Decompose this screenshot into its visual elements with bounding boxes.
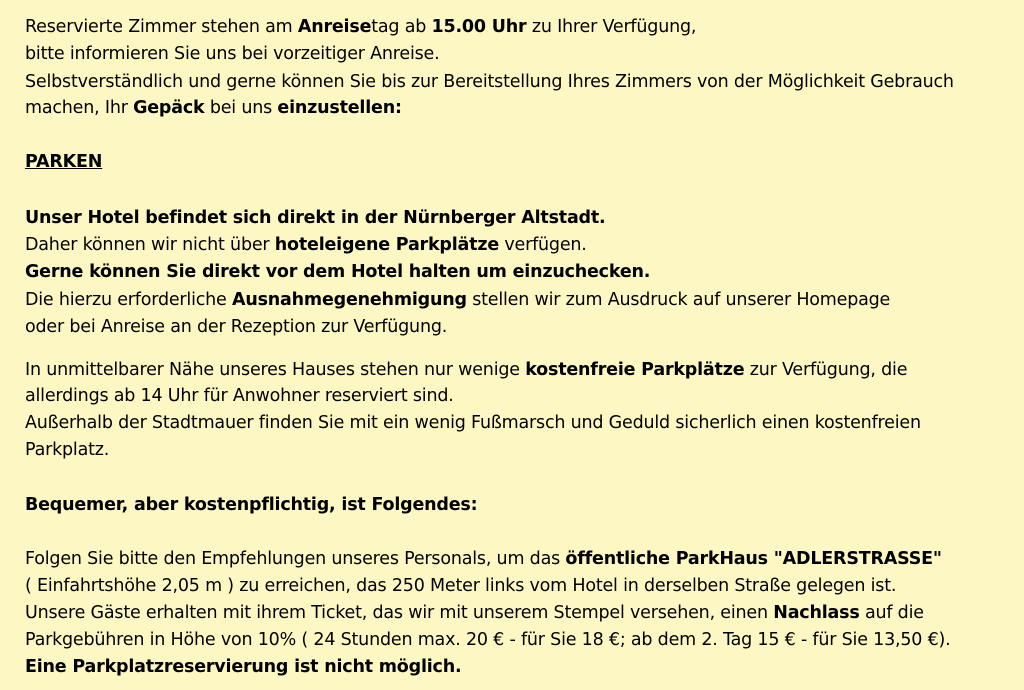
parken-line-5: oder bei Anreise an der Rezeption zur Verfügung. bbox=[25, 317, 448, 337]
text: auf die bbox=[859, 603, 924, 623]
text: Die hierzu erforderliche bbox=[25, 290, 232, 310]
bold-kostenfreie: kostenfreie Parkplätze bbox=[525, 360, 745, 380]
text: Unsere Gäste erhalten mit ihrem Ticket, das wir mit unserem Stempel versehen, einen bbox=[25, 603, 774, 623]
bold-parkhaus: öffentliche ParkHaus "ADLERSTRASSE" bbox=[565, 549, 942, 569]
section-heading-bequemer: Bequemer, aber kostenpflichtig, ist Folgendes: bbox=[25, 495, 478, 515]
parkhaus-line-4: Parkgebühren in Höhe von 10% ( 24 Stunden max. 20 € - für Sie 18 €; ab dem 2. Tag 15 € - für Sie 13,50 €). bbox=[25, 630, 951, 650]
text: tag ab bbox=[371, 17, 432, 37]
naehe-line-3: Außerhalb der Stadtmauer finden Sie mit ein wenig Fußmarsch und Geduld sicherlich einen kostenfreien bbox=[25, 413, 921, 433]
parken-line-3: Gerne können Sie direkt vor dem Hotel halten um einzuchecken. bbox=[25, 262, 651, 282]
text: zu Ihrer Verfügung, bbox=[526, 17, 697, 37]
bold-time: 15.00 Uhr bbox=[431, 17, 527, 37]
intro-line-2: bitte informieren Sie uns bei vorzeitiger Anreise. bbox=[25, 44, 440, 64]
parkhaus-line-1 bbox=[25, 548, 942, 570]
text: Reservierte Zimmer stehen am bbox=[25, 17, 298, 37]
text: bei uns bbox=[204, 98, 278, 118]
text: Folgen Sie bitte den Empfehlungen unseres Personals, um das bbox=[25, 549, 566, 569]
bold-einzustellen: einzustellen: bbox=[277, 98, 402, 118]
naehe-line-1 bbox=[25, 359, 907, 381]
bold-ausnahmegenehmigung: Ausnahmegenehmigung bbox=[231, 290, 467, 310]
parken-line-4 bbox=[25, 289, 890, 311]
text: In unmittelbarer Nähe unseres Hauses stehen nur wenige bbox=[25, 360, 526, 380]
naehe-line-2: allerdings ab 14 Uhr für Anwohner reserviert sind. bbox=[25, 386, 454, 406]
parkhaus-line-5: Eine Parkplatzreservierung ist nicht möglich. bbox=[25, 657, 462, 677]
parkhaus-line-2: ( Einfahrtshöhe 2,05 m ) zu erreichen, das 250 Meter links vom Hotel in derselben Straße gelegen ist. bbox=[25, 576, 897, 596]
parken-line-1: Unser Hotel befindet sich direkt in der Nürnberger Altstadt. bbox=[25, 208, 606, 228]
text: verfügen. bbox=[498, 235, 587, 255]
bold-parkplaetze: hoteleigene Parkplätze bbox=[274, 235, 499, 255]
parken-line-2 bbox=[25, 234, 587, 256]
text: zur Verfügung, die bbox=[744, 360, 908, 380]
text: machen, Ihr bbox=[25, 98, 134, 118]
section-heading-parken: PARKEN bbox=[25, 152, 103, 172]
parkhaus-line-3 bbox=[25, 602, 924, 624]
naehe-line-4: Parkplatz. bbox=[25, 440, 110, 460]
bold-gepaeck: Gepäck bbox=[133, 98, 205, 118]
bold-anreise: Anreise bbox=[297, 17, 372, 37]
bold-nachlass: Nachlass bbox=[773, 603, 860, 623]
intro-line-4 bbox=[25, 97, 402, 119]
text: stellen wir zum Ausdruck auf unserer Homepage bbox=[466, 290, 891, 310]
text: Daher können wir nicht über bbox=[25, 235, 275, 255]
intro-line-3: Selbstverständlich und gerne können Sie bis zur Bereitstellung Ihres Zimmers von der Möglichkeit Gebrauch bbox=[25, 72, 954, 92]
intro-line-1 bbox=[25, 16, 696, 38]
